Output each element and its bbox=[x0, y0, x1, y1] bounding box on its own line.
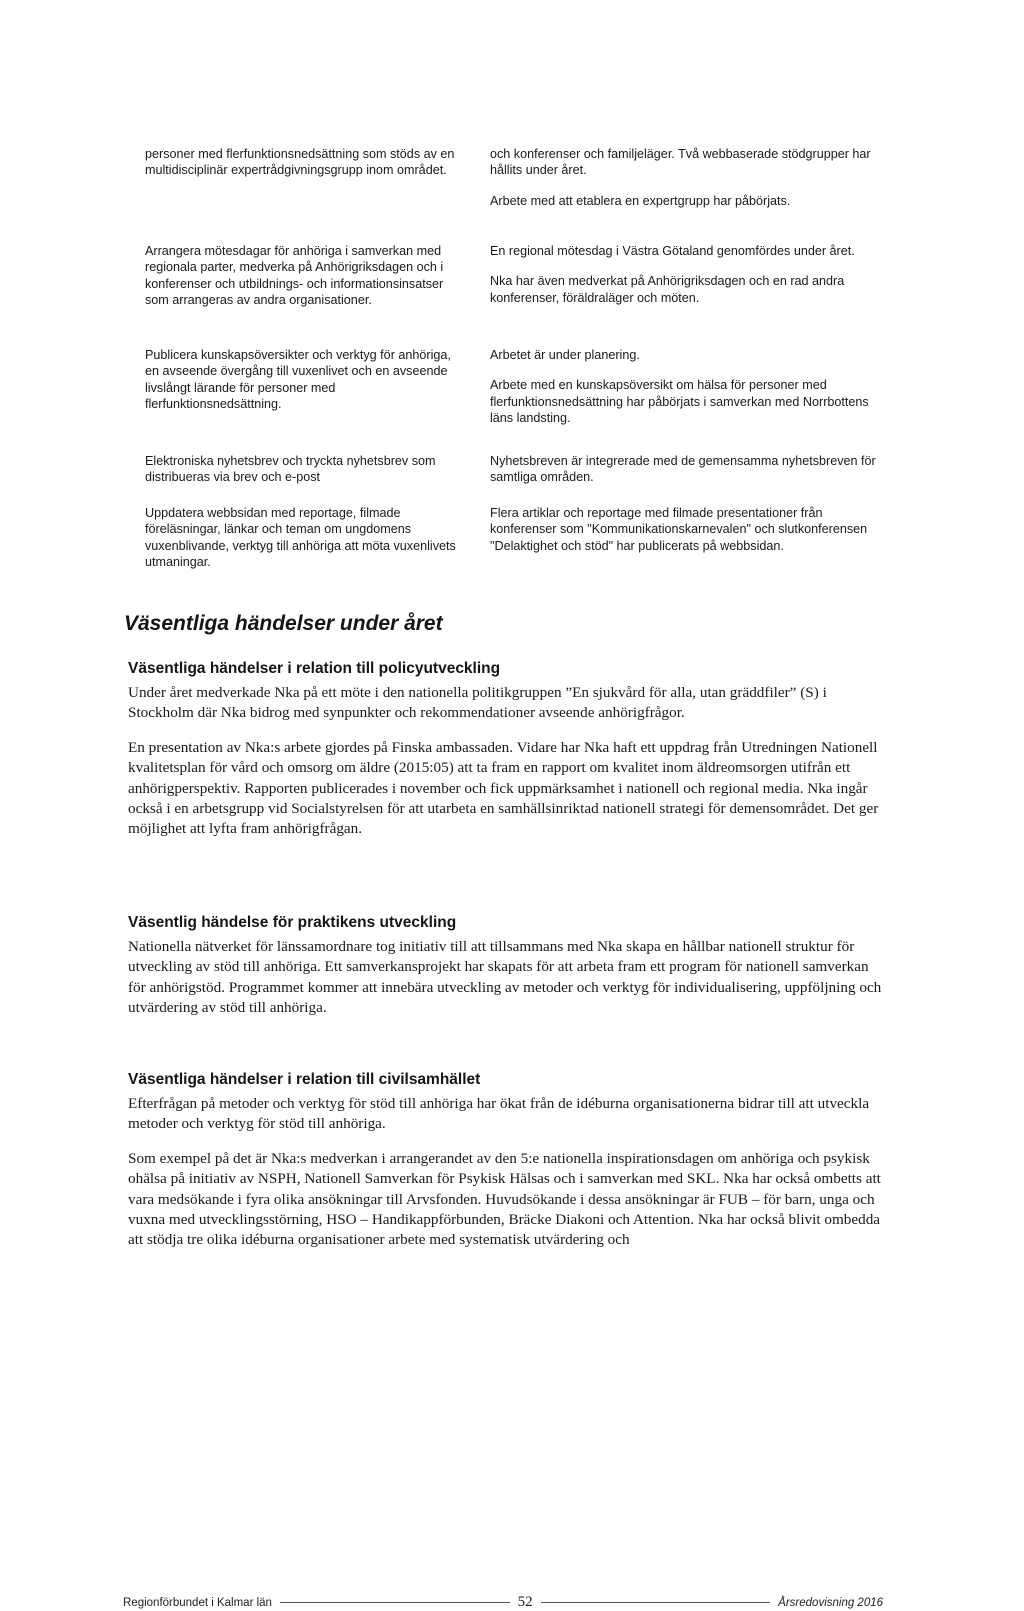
outcome-text: Flera artiklar och reportage med filmade presentationer från konferenser som "Kommunikationskarnevalen" och slutkonferensen "Delaktighet och stöd" har publicerats på webbsidan. bbox=[490, 506, 868, 553]
table-cell-goal bbox=[145, 146, 463, 243]
footer-rule-left bbox=[280, 1602, 510, 1603]
section-paragraph: Efterfrågan på metoder och verktyg för stöd till anhöriga har ökat från de idéburna organisationerna bidrar till att utveckla metoder och verktyg för stöd till anhöriga. bbox=[128, 1095, 870, 1133]
main-heading: Väsentliga händelser under året bbox=[124, 612, 443, 635]
section-paragraph: En presentation av Nka:s arbete gjordes på Finska ambassaden. Vidare har Nka haft ett uppdrag från Utredningen Nationell kvalitetsplan för vård och omsorg om äldre (2015:05) att ta fram en rapport om kvalitet inom äldreomsorgen utifrån ett anhörigperspektiv. Rapporten publicerades i november och fick uppmärksamhet i nationell och regional media. Nka ingår också i en arbetsgrupp vid Socialstyrelsen för att utarbeta en samhällsinriktad nationell strategi för demensområdet. Det ger möjlighet att lyfta fram anhörigfrågan. bbox=[128, 738, 879, 838]
footer-document-title: Årsredovisning 2016 bbox=[778, 1596, 884, 1609]
page-footer bbox=[123, 1594, 883, 1611]
table-row bbox=[145, 146, 900, 243]
table-row bbox=[145, 505, 900, 585]
table-cell-goal bbox=[145, 347, 463, 453]
section-heading: Väsentlig händelse för praktikens utveckling bbox=[128, 914, 457, 931]
table-cell-goal bbox=[145, 243, 463, 347]
outcome-text: Nka har även medverkat på Anhörigriksdagen och en rad andra konferenser, föräldraläger och möten. bbox=[490, 274, 845, 305]
outcome-text: En regional mötesdag i Västra Götaland genomfördes under året. bbox=[490, 244, 855, 258]
page-number: 52 bbox=[517, 1594, 533, 1610]
table-cell-goal bbox=[145, 505, 463, 585]
footer-organization: Regionförbundet i Kalmar län bbox=[123, 1596, 272, 1609]
goal-text: personer med flerfunktionsnedsättning som stöds av en multidisciplinär expertrådgivningsgrupp inom området. bbox=[145, 147, 455, 178]
section-paragraph: Som exempel på det är Nka:s medverkan i arrangerandet av den 5:e nationella inspirationsdagen om anhöriga och psykisk ohälsa på initiativ av NSPH, Nationell Samverkan för Psykisk Hälsas och i samverkan med SKL. Nka har också ombetts att vara medsökande i fyra olika ansökningar till Arvsfonden. Huvudsökande i dessa ansökningar är FUB – för barn, unga och vuxna med utvecklingsstörning, HSO – Handikappförbunden, Bräcke Diakoni och Attention. Nka har också blivit ombedda att stödja tre olika idéburna organisationer arbete med systematisk utvärdering och bbox=[128, 1149, 881, 1249]
goal-text: Uppdatera webbsidan med reportage, filmade föreläsningar, länkar och teman om ungdomens vuxenblivande, verktyg till anhöriga att möta vuxenlivets utmaningar. bbox=[145, 506, 456, 570]
section-policy bbox=[128, 660, 888, 854]
footer-rule-right bbox=[541, 1602, 771, 1603]
activity-table bbox=[145, 146, 900, 585]
table-cell-outcome bbox=[490, 243, 890, 347]
table-cell-outcome bbox=[490, 347, 890, 453]
section-heading: Väsentliga händelser i relation till civilsamhället bbox=[128, 1071, 481, 1088]
outcome-text: Nyhetsbreven är integrerade med de gemensamma nyhetsbreven för samtliga områden. bbox=[490, 454, 876, 485]
goal-text: Publicera kunskapsöversikter och verktyg för anhöriga, en avseende övergång till vuxenlivet och en avseende livslångt lärande för personer med flerfunktionsnedsättning. bbox=[145, 348, 451, 412]
section-paragraph: Under året medverkade Nka på ett möte i den nationella politikgruppen ”En sjukvård för alla, utan gräddfiler” (S) i Stockholm där Nka bidrog med synpunkter och rekommendationer avseende anhörigfrågor. bbox=[128, 684, 827, 722]
section-practice bbox=[128, 914, 888, 1033]
table-row bbox=[145, 243, 900, 347]
goal-text: Arrangera mötesdagar för anhöriga i samverkan med regionala parter, medverka på Anhörigriksdagen och i konferenser och utbildnings- och informationsinsatser som arrangeras av andra organisationer. bbox=[145, 244, 444, 308]
section-civil-society bbox=[128, 1071, 888, 1265]
table-cell-outcome bbox=[490, 146, 890, 243]
section-paragraph: Nationella nätverket för länssamordnare tog initiativ till att tillsammans med Nka skapa en hållbar nationell struktur för utveckling av stöd till anhöriga. Ett samverkansprojekt har skapats för att arbeta fram ett program för nationell samverkan för anhörigstöd. Programmet kommer att innebära utveckling av metoder och verktyg för individualisering, uppföljning och utvärdering av stöd till anhöriga. bbox=[128, 938, 882, 1017]
outcome-text: Arbete med att etablera en expertgrupp har påbörjats. bbox=[490, 193, 791, 208]
outcome-text: Arbete med en kunskapsöversikt om hälsa för personer med flerfunktionsnedsättning har påbörjats i samverkan med Norrbottens läns landsting. bbox=[490, 378, 869, 426]
outcome-text: Arbetet är under planering. bbox=[490, 348, 640, 362]
goal-text: Elektroniska nyhetsbrev och tryckta nyhetsbrev som distribueras via brev och e-post bbox=[145, 454, 436, 485]
section-heading: Väsentliga händelser i relation till policyutveckling bbox=[128, 660, 501, 677]
table-cell-goal bbox=[145, 453, 463, 505]
table-cell-outcome bbox=[490, 505, 890, 585]
table-cell-outcome bbox=[490, 453, 890, 505]
outcome-text: och konferenser och familjeläger. Två webbaserade stödgrupper har hållits under året. bbox=[490, 147, 871, 178]
table-row bbox=[145, 453, 900, 505]
table-row bbox=[145, 347, 900, 453]
